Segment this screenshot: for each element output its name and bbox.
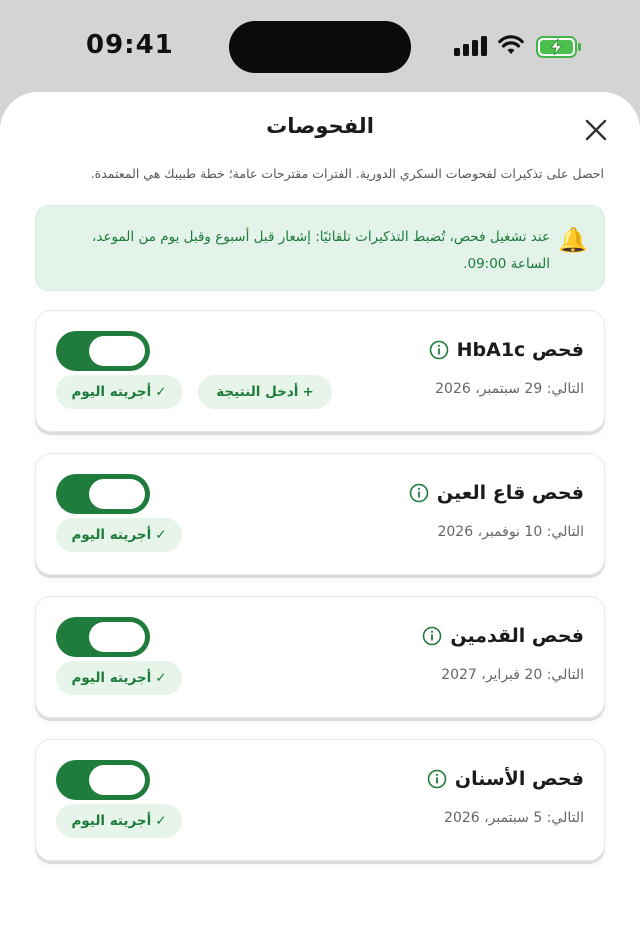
info-icon[interactable]	[422, 626, 442, 646]
toggle-knob	[89, 622, 145, 652]
card-title-text: فحص الأسنان	[454, 768, 584, 790]
done-today-label: أجريته اليوم	[71, 527, 152, 543]
card-title-text: فحص HbA1c	[456, 339, 584, 361]
card-title-text: فحص قاع العين	[436, 482, 584, 504]
next-date: التالي: 29 سبتمبر، 2026	[435, 381, 584, 397]
card-title-text: فحص القدمين	[450, 625, 584, 647]
wifi-icon	[498, 34, 524, 56]
card-title	[409, 482, 584, 504]
next-date: التالي: 10 نوفمبر، 2026	[437, 524, 584, 540]
done-today-label: أجريته اليوم	[71, 670, 152, 686]
status-time: 09:41	[86, 30, 174, 60]
sheet-subtitle: احصل على تذكيرات لفحوصات السكري الدورية. الفترات مقترحات عامة؛ خطة طبيبك هي المعتمدة.	[90, 166, 604, 181]
card-title	[429, 339, 584, 361]
notice-text: عند تشغيل فحص، تُضبط التذكيرات تلقائيًا: إشعار قبل أسبوع وقبل يوم من الموعد، الساعة 09:00.	[92, 229, 550, 272]
card-title	[427, 768, 584, 790]
check-icon: ✓	[155, 670, 167, 686]
done-today-label: أجريته اليوم	[71, 813, 152, 829]
toggle-knob	[89, 479, 145, 509]
checkup-toggle[interactable]	[56, 331, 150, 371]
toggle-knob	[89, 765, 145, 795]
info-icon[interactable]	[429, 340, 449, 360]
enter-result-label: أدخل النتيجة	[216, 384, 299, 400]
done-today-button[interactable]	[56, 661, 182, 695]
done-today-button[interactable]	[56, 375, 182, 409]
checkup-card	[35, 453, 605, 575]
check-icon: ✓	[155, 527, 167, 543]
checkup-toggle[interactable]	[56, 617, 150, 657]
done-today-button[interactable]	[56, 518, 182, 552]
done-today-button[interactable]	[56, 804, 182, 838]
check-icon: ✓	[155, 813, 167, 829]
done-today-label: أجريته اليوم	[71, 384, 152, 400]
reminder-notice	[35, 205, 605, 291]
enter-result-button[interactable]	[198, 375, 332, 409]
toggle-knob	[89, 336, 145, 366]
checkup-card	[35, 596, 605, 718]
sheet-header	[0, 92, 640, 164]
next-date: التالي: 5 سبتمبر، 2026	[444, 810, 584, 826]
checkup-toggle[interactable]	[56, 760, 150, 800]
check-icon: ✓	[155, 384, 167, 400]
status-bar	[0, 0, 640, 92]
checkup-card	[35, 739, 605, 861]
plus-icon: +	[302, 384, 314, 400]
next-date: التالي: 20 فبراير، 2027	[441, 667, 584, 683]
card-title	[422, 625, 584, 647]
checkup-card	[35, 310, 605, 432]
sheet-title: الفحوصات	[266, 114, 374, 138]
checkup-toggle[interactable]	[56, 474, 150, 514]
battery-charging-icon	[536, 36, 582, 58]
dynamic-island	[229, 21, 411, 73]
bell-icon: 🔔	[558, 226, 588, 254]
info-icon[interactable]	[409, 483, 429, 503]
info-icon[interactable]	[427, 769, 447, 789]
checkups-sheet	[0, 92, 640, 949]
cellular-signal-icon	[454, 36, 488, 56]
